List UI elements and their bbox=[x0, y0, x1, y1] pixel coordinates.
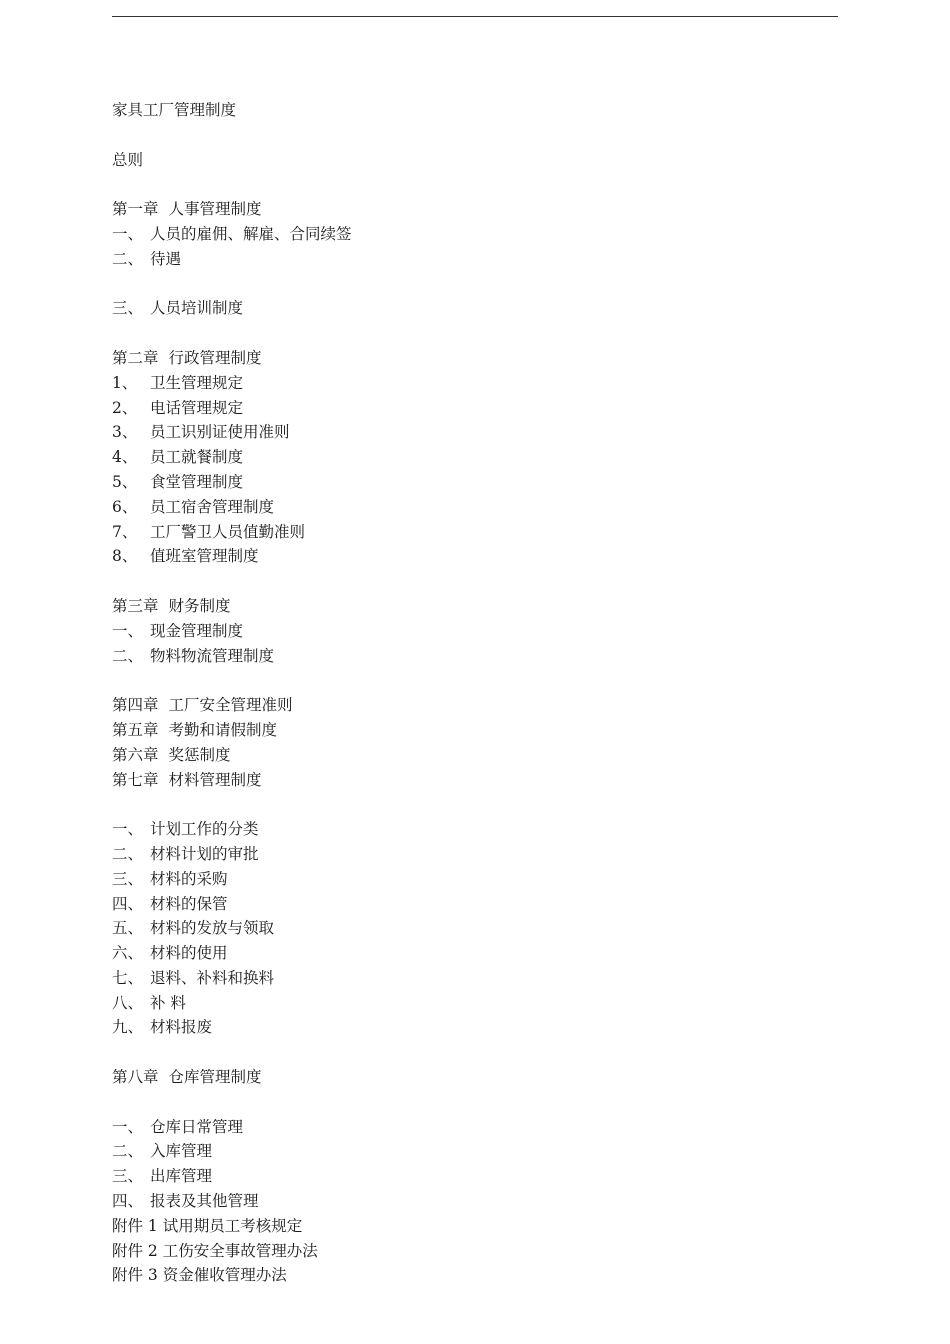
item-number: 1、 bbox=[112, 373, 138, 392]
appendix-item: 附件 2 工伤安全事故管理办法 bbox=[112, 1241, 318, 1260]
chapter-4-heading bbox=[112, 693, 838, 718]
item-number: 7、 bbox=[112, 522, 138, 541]
item-text: 材料报废 bbox=[150, 1018, 213, 1037]
item-number: 8、 bbox=[112, 547, 138, 566]
list-item bbox=[112, 445, 838, 470]
spacer bbox=[112, 123, 838, 148]
item-text: 卫生管理规定 bbox=[150, 373, 244, 392]
list-item bbox=[112, 941, 838, 966]
chapter-name: 奖惩制度 bbox=[168, 745, 231, 764]
chapter-number: 第六章 bbox=[112, 745, 159, 764]
list-item bbox=[112, 371, 838, 396]
list-item bbox=[112, 892, 838, 917]
chapter-name: 财务制度 bbox=[168, 596, 231, 615]
chapter-8-heading bbox=[112, 1065, 838, 1090]
item-text: 材料的使用 bbox=[150, 944, 228, 963]
item-text: 现金管理制度 bbox=[150, 621, 244, 640]
item-number: 2、 bbox=[112, 398, 138, 417]
chapter-number: 第七章 bbox=[112, 770, 159, 789]
spacer bbox=[112, 792, 838, 817]
item-text: 入库管理 bbox=[150, 1142, 213, 1161]
item-number: 六、 bbox=[112, 944, 144, 963]
item-text: 补 料 bbox=[150, 993, 186, 1012]
item-number: 一、 bbox=[112, 224, 144, 243]
item-text: 待遇 bbox=[150, 249, 182, 268]
chapter-number: 第三章 bbox=[112, 596, 159, 615]
item-text: 人员培训制度 bbox=[150, 299, 244, 318]
chapter-7-heading bbox=[112, 768, 838, 793]
list-item bbox=[112, 1189, 838, 1214]
item-number: 八、 bbox=[112, 993, 144, 1012]
item-number: 五、 bbox=[112, 919, 144, 938]
list-item bbox=[112, 619, 838, 644]
list-item bbox=[112, 470, 838, 495]
chapter-name: 材料管理制度 bbox=[168, 770, 262, 789]
item-text: 值班室管理制度 bbox=[150, 547, 259, 566]
chapter-number: 第四章 bbox=[112, 696, 159, 715]
spacer bbox=[112, 321, 838, 346]
spacer bbox=[112, 1090, 838, 1115]
item-text: 材料的采购 bbox=[150, 869, 228, 888]
spacer bbox=[112, 272, 838, 297]
list-item bbox=[112, 1015, 838, 1040]
item-number: 一、 bbox=[112, 621, 144, 640]
item-number: 九、 bbox=[112, 1018, 144, 1037]
list-item bbox=[112, 222, 838, 247]
item-number: 四、 bbox=[112, 894, 144, 913]
document-body bbox=[112, 98, 838, 1288]
document-title: 家具工厂管理制度 bbox=[112, 101, 237, 119]
item-text: 退料、补料和换料 bbox=[150, 968, 275, 987]
list-item bbox=[112, 1139, 838, 1164]
item-text: 仓库日常管理 bbox=[150, 1117, 244, 1136]
list-item bbox=[112, 916, 838, 941]
item-number: 四、 bbox=[112, 1192, 144, 1211]
item-number: 七、 bbox=[112, 968, 144, 987]
list-item bbox=[112, 396, 838, 421]
item-number: 一、 bbox=[112, 820, 144, 839]
item-text: 员工就餐制度 bbox=[150, 448, 244, 467]
item-number: 二、 bbox=[112, 844, 144, 863]
chapter-number: 第一章 bbox=[112, 200, 159, 219]
chapter-name: 人事管理制度 bbox=[168, 200, 262, 219]
list-item bbox=[112, 817, 838, 842]
item-number: 三、 bbox=[112, 869, 144, 888]
item-text: 员工识别证使用准则 bbox=[150, 423, 290, 442]
item-text: 材料的保管 bbox=[150, 894, 228, 913]
chapter-number: 第二章 bbox=[112, 348, 159, 367]
list-item bbox=[112, 1115, 838, 1140]
chapter-2-heading bbox=[112, 346, 838, 371]
item-text: 材料的发放与领取 bbox=[150, 919, 275, 938]
item-number: 三、 bbox=[112, 1167, 144, 1186]
item-text: 材料计划的审批 bbox=[150, 844, 259, 863]
chapter-name: 行政管理制度 bbox=[168, 348, 262, 367]
header-rule bbox=[112, 16, 838, 17]
item-number: 二、 bbox=[112, 1142, 144, 1161]
item-text: 工厂警卫人员值勤准则 bbox=[150, 522, 306, 541]
item-text: 物料物流管理制度 bbox=[150, 646, 275, 665]
item-text: 电话管理规定 bbox=[150, 398, 244, 417]
item-number: 二、 bbox=[112, 249, 144, 268]
general-provisions: 总则 bbox=[112, 150, 144, 169]
item-number: 5、 bbox=[112, 472, 138, 491]
chapter-5-heading bbox=[112, 718, 838, 743]
chapter-number: 第八章 bbox=[112, 1068, 159, 1087]
list-item bbox=[112, 644, 838, 669]
item-number: 4、 bbox=[112, 448, 138, 467]
chapter-1-heading bbox=[112, 197, 838, 222]
appendix-item: 附件 3 资金催收管理办法 bbox=[112, 1266, 287, 1285]
chapter-number: 第五章 bbox=[112, 720, 159, 739]
item-text: 人员的雇佣、解雇、合同续签 bbox=[150, 224, 352, 243]
list-item bbox=[112, 420, 838, 445]
list-item bbox=[112, 867, 838, 892]
item-text: 员工宿舍管理制度 bbox=[150, 497, 275, 516]
spacer bbox=[112, 1040, 838, 1065]
list-item bbox=[112, 1164, 838, 1189]
item-text: 出库管理 bbox=[150, 1167, 213, 1186]
chapter-name: 考勤和请假制度 bbox=[168, 720, 278, 739]
spacer bbox=[112, 569, 838, 594]
list-item bbox=[112, 544, 838, 569]
item-number: 三、 bbox=[112, 299, 144, 318]
item-text: 报表及其他管理 bbox=[150, 1192, 259, 1211]
list-item bbox=[112, 520, 838, 545]
spacer bbox=[112, 668, 838, 693]
chapter-3-heading bbox=[112, 594, 838, 619]
list-item bbox=[112, 495, 838, 520]
list-item bbox=[112, 247, 838, 272]
list-item bbox=[112, 296, 838, 321]
list-item bbox=[112, 842, 838, 867]
appendix-item: 附件 1 试用期员工考核规定 bbox=[112, 1216, 303, 1235]
item-text: 计划工作的分类 bbox=[150, 820, 259, 839]
list-item bbox=[112, 966, 838, 991]
item-number: 3、 bbox=[112, 423, 138, 442]
item-number: 一、 bbox=[112, 1117, 144, 1136]
chapter-6-heading bbox=[112, 743, 838, 768]
item-number: 6、 bbox=[112, 497, 138, 516]
chapter-name: 工厂安全管理准则 bbox=[168, 696, 293, 715]
chapter-name: 仓库管理制度 bbox=[168, 1068, 262, 1087]
spacer bbox=[112, 172, 838, 197]
item-number: 二、 bbox=[112, 646, 144, 665]
list-item bbox=[112, 991, 838, 1016]
item-text: 食堂管理制度 bbox=[150, 472, 244, 491]
